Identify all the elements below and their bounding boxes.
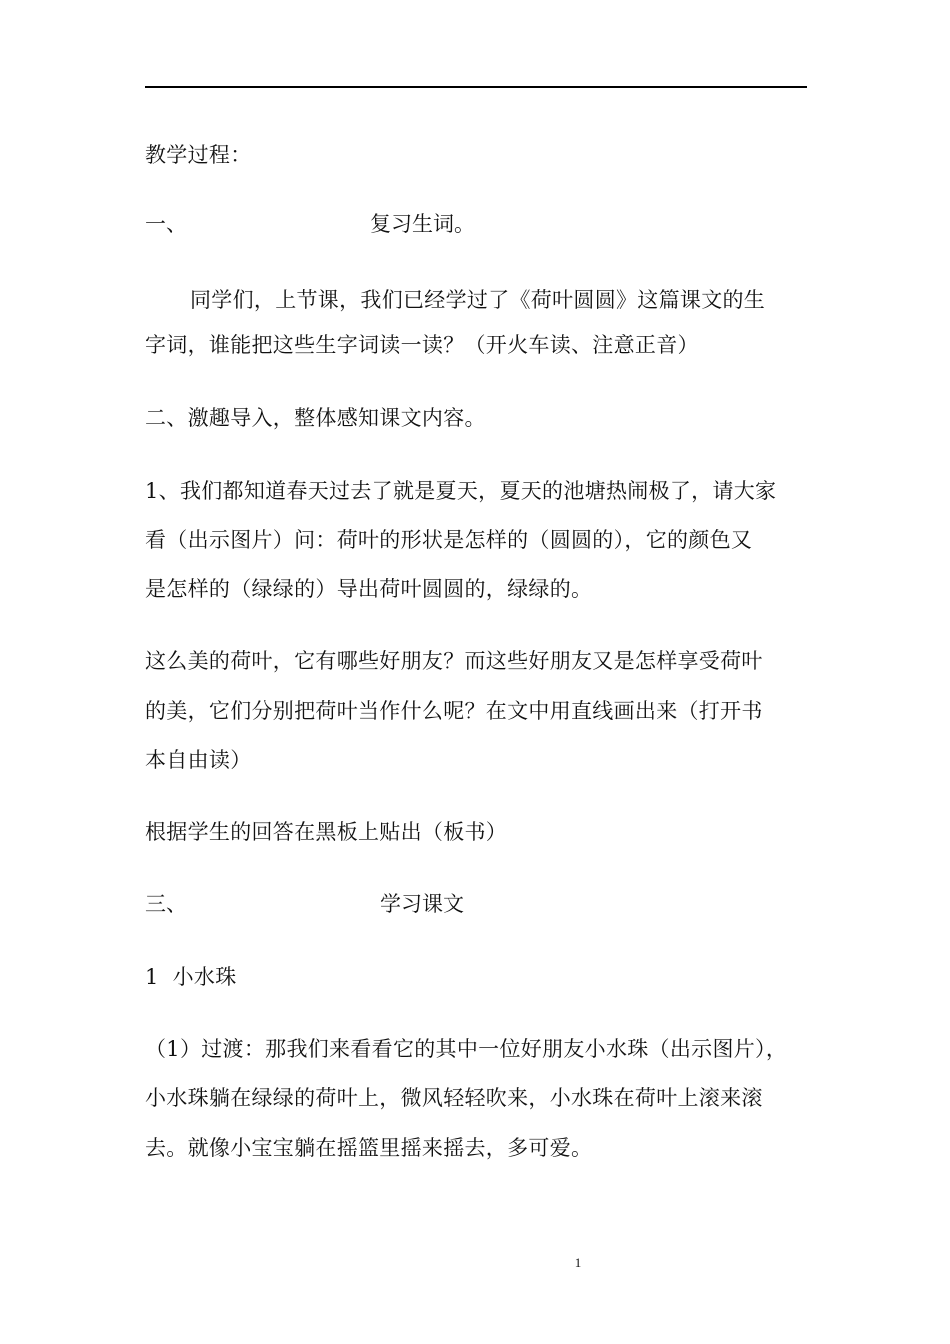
section2-paragraph2-line-1: 这么美的荷叶，它有哪些好朋友？而这些好朋友又是怎样享受荷叶 <box>145 649 763 673</box>
section2-paragraph1-line-1: 1、我们都知道春天过去了就是夏天，夏天的池塘热闹极了，请大家 <box>145 479 777 503</box>
section3-subheading: 1 小水珠 <box>145 965 237 989</box>
section2-paragraph1-line-3: 是怎样的（绿绿的）导出荷叶圆圆的，绿绿的。 <box>145 577 593 601</box>
section3-number: 三、 <box>145 892 187 916</box>
section1-title: 复习生词。 <box>370 212 475 236</box>
section2-paragraph2-line-2: 的美，它们分别把荷叶当作什么呢？在文中用直线画出来（打开书 <box>145 699 763 723</box>
section2-paragraph3: 根据学生的回答在黑板上贴出（板书） <box>145 820 508 844</box>
page-number: 1 <box>574 1255 582 1270</box>
section1-number: 一、 <box>145 212 187 236</box>
section3-paragraph-line-3: 去。就像小宝宝躺在摇篮里摇来摇去，多可爱。 <box>145 1136 593 1160</box>
section1-paragraph-line-1: 同学们，上节课，我们已经学过了《荷叶圆圆》这篇课文的生 <box>190 288 766 312</box>
section3-title: 学习课文 <box>380 892 464 916</box>
process-title: 教学过程： <box>145 143 252 167</box>
section2-paragraph2-line-3: 本自由读） <box>145 748 252 772</box>
section2-paragraph1-line-2: 看（出示图片）问：荷叶的形状是怎样的（圆圆的），它的颜色又 <box>145 528 753 552</box>
section1-paragraph-line-2: 字词，谁能把这些生字词读一读？（开火车读、注意正音） <box>145 333 699 357</box>
header-rule <box>145 86 807 88</box>
section3-paragraph-line-2: 小水珠躺在绿绿的荷叶上，微风轻轻吹来，小水珠在荷叶上滚来滚 <box>145 1086 763 1110</box>
section3-paragraph-line-1: （1）过渡：那我们来看看它的其中一位好朋友小水珠（出示图片）， <box>145 1037 788 1061</box>
section2-heading: 二、激趣导入，整体感知课文内容。 <box>145 406 486 430</box>
